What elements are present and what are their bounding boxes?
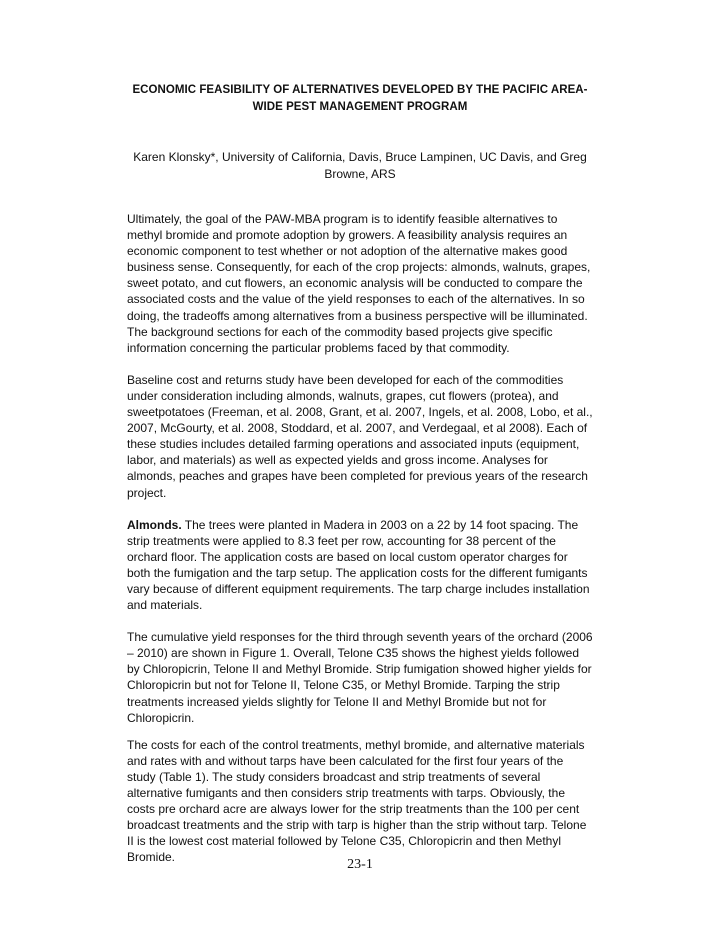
body-text bbox=[127, 211, 593, 881]
author-line: Karen Klonsky*, University of California, Davis, Bruce Lampinen, UC Davis, and Greg Browne, ARS bbox=[133, 150, 587, 181]
paragraph-almonds bbox=[127, 517, 593, 614]
almonds-text: The trees were planted in Madera in 2003 on a 22 by 14 foot spacing. The strip treatments were applied to 8.3 feet per row, accounting for 38 percent of the orchard floor. The application costs are based on local custom operator charges for both the fumigation and the tarp setup. The application costs for the different fumigants vary because of different equipment requirements. The tarp charge includes installation and materials. bbox=[127, 517, 590, 613]
page-number: 23-1 bbox=[347, 857, 373, 872]
paragraph-treatment-costs: The costs for each of the control treatments, methyl bromide, and alternative materials and rates with and without tarps have been calculated for the first four years of the study (Table 1). The study considers broadcast and strip treatments of several alternative fumigants and then considers strip treatments with tarps. Obviously, the costs pre orchard acre are always lower for the strip treatments than the 100 per cent broadcast treatments and the strip with tarp is higher than the strip without tarp. Telone II is the lowest cost material followed by Telone C35, Chloropicrin and then Methyl Bromide. bbox=[127, 737, 587, 865]
paper-title: ECONOMIC FEASIBILITY OF ALTERNATIVES DEVELOPED BY THE PACIFIC AREA-WIDE PEST MANAGEMENT PROGRAM bbox=[132, 84, 588, 113]
paragraph-introduction: Ultimately, the goal of the PAW-MBA program is to identify feasible alternatives to methyl bromide and promote adoption by growers. A feasibility analysis requires an economic component to test whether or not adoption of the alternative makes good business sense. Consequently, for each of the crop projects: almonds, walnuts, grapes, sweet potato, and cut flowers, an economic analysis will be conducted to compare the associated costs and the value of the yield responses to each of the alternatives. In so doing, the tradeoffs among alternatives from a business perspective will be illuminated. The background sections for each of the commodity based projects give specific information concerning the particular problems faced by that commodity. bbox=[127, 212, 591, 355]
almonds-heading: Almonds. bbox=[127, 517, 182, 532]
paragraph-baseline-studies: Baseline cost and returns study have been developed for each of the commodities under consideration including almonds, walnuts, grapes, cut flowers (protea), and sweetpotatoes (Freeman, et al. 2008, Grant, et al. 2007, Ingels, et al. 2008, Lobo, et al., 2007, McGourty, et al. 2008, Stoddard, et al. 2007, and Verdegaal, et al 2008). Each of these studies includes detailed farming operations and associated inputs (equipment, labor, and materials) as well as expected yields and gross income. Analyses for almonds, peaches and grapes have been completed for previous years of the research project. bbox=[127, 372, 593, 500]
paragraph-yield-responses: The cumulative yield responses for the third through seventh years of the orchard (2006 – 2010) are shown in Figure 1. Overall, Telone C35 shows the highest yields followed by Chloropicrin, Telone II and Methyl Bromide. Strip fumigation showed higher yields for Chloropicrin but not for Telone II, Telone C35, or Methyl Bromide. Tarping the strip treatments increased yields slightly for Telone II and Methyl Bromide but not for Chloropicrin. bbox=[127, 630, 593, 725]
